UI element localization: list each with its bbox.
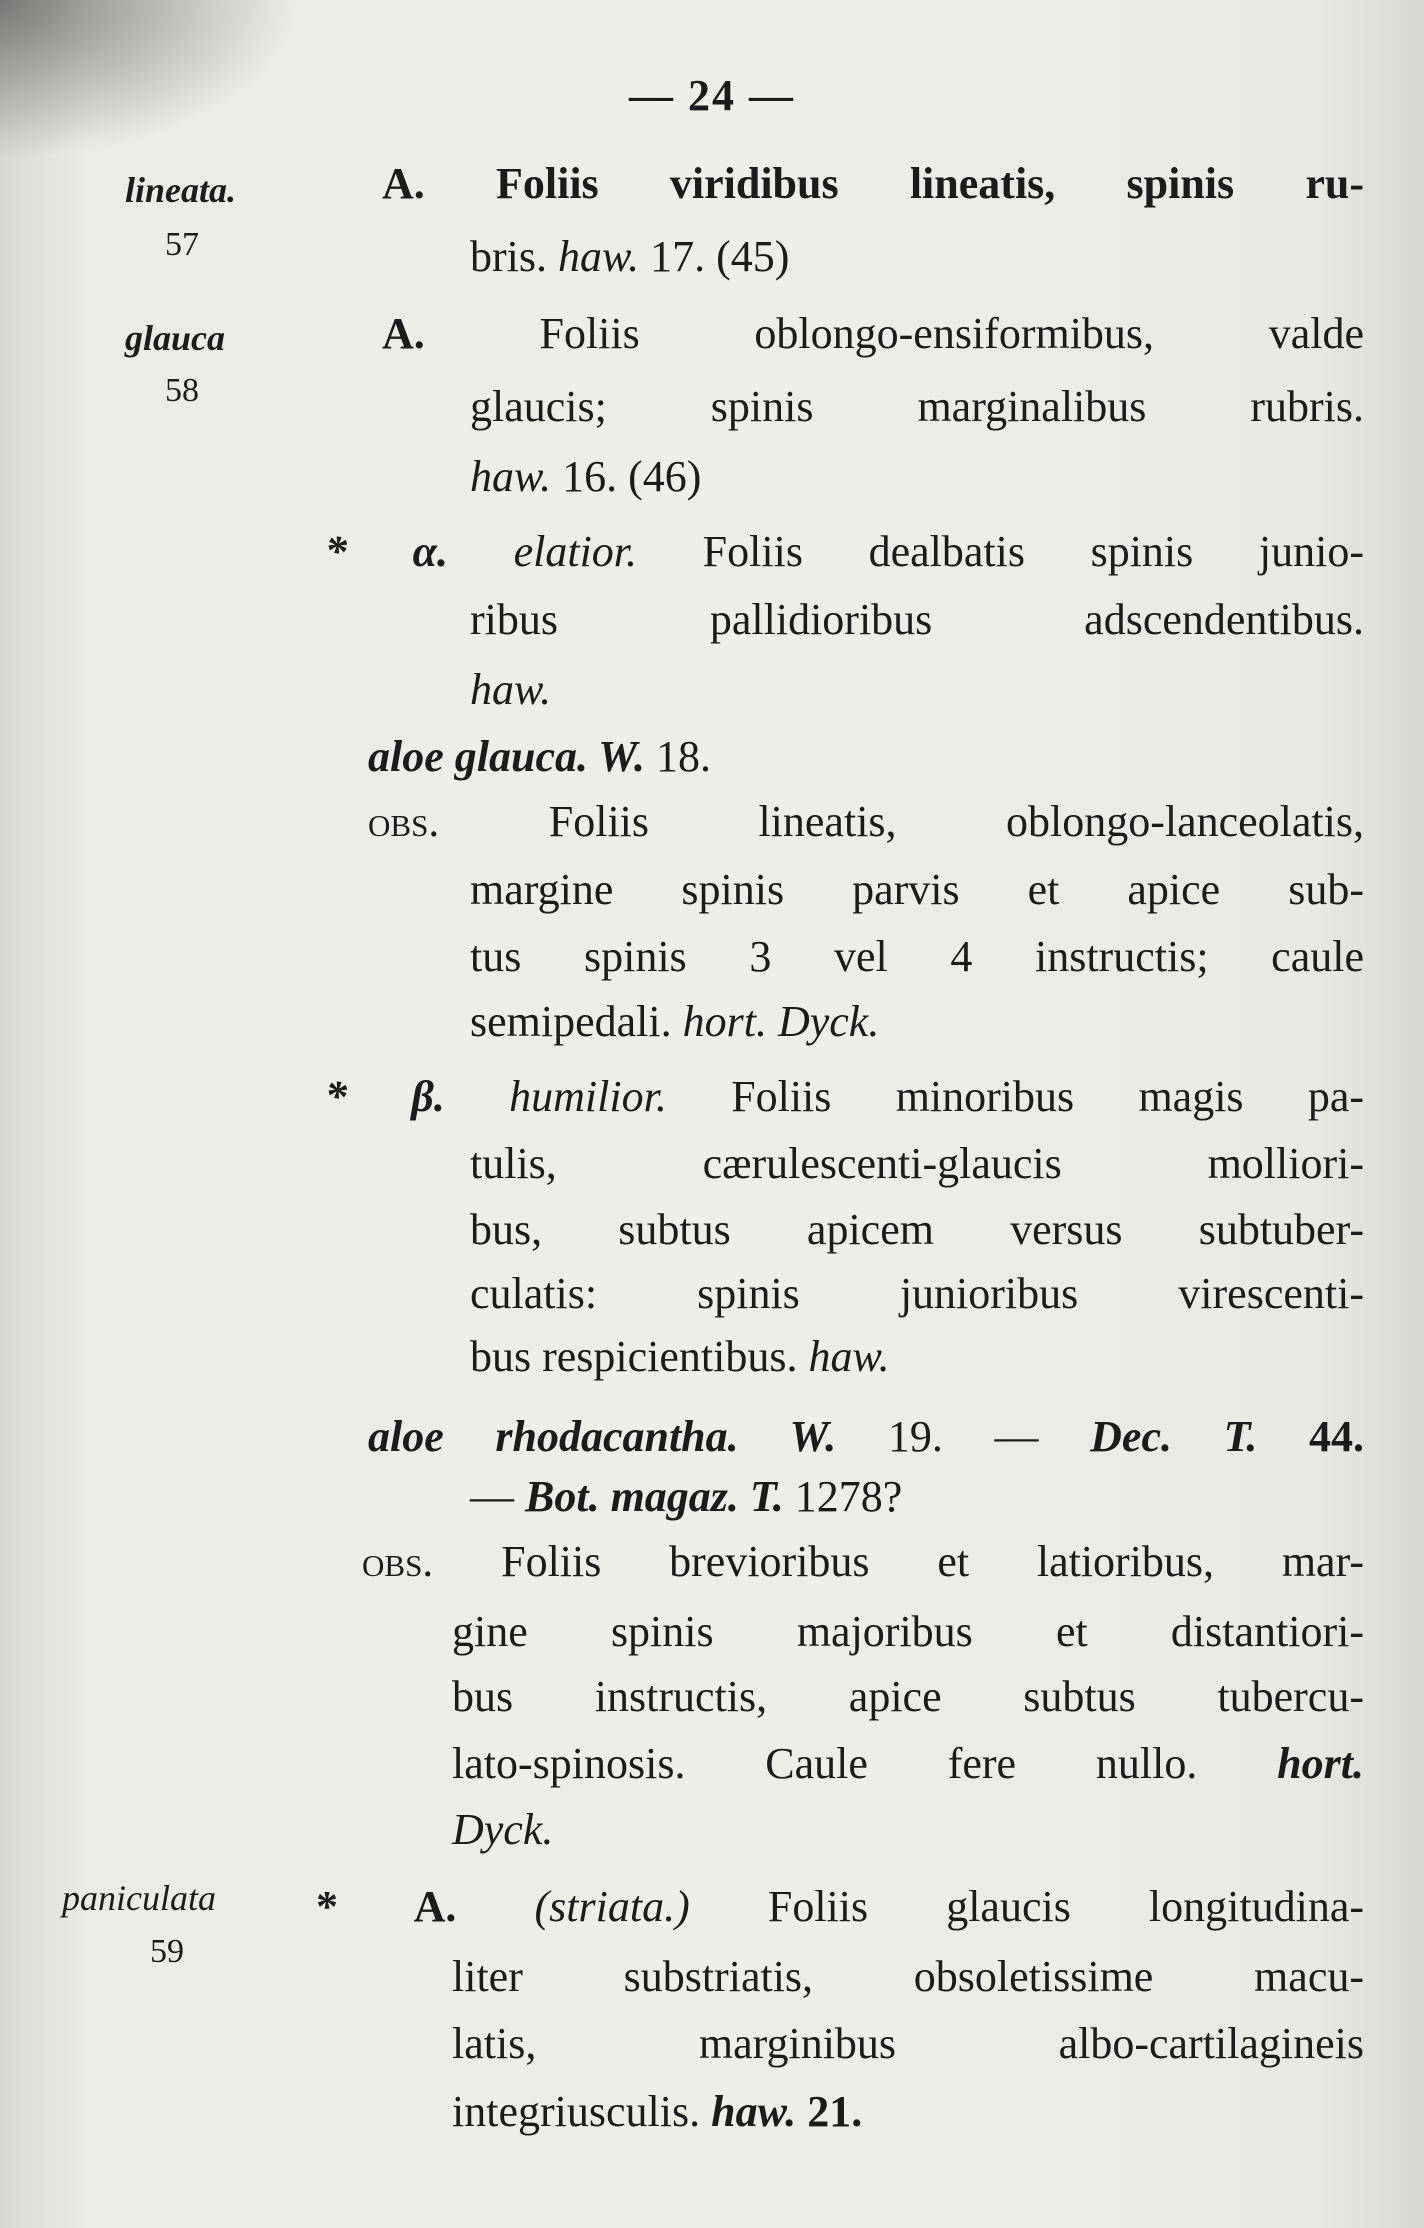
- margin-species-glauca: glauca: [125, 318, 226, 358]
- line-text: Foliis viridibus lineatis, spinis ru-: [496, 159, 1365, 208]
- author-ref: Dec. T.: [1090, 1412, 1258, 1461]
- line-text: latis, marginibus albo-cartilagineis: [452, 2019, 1364, 2068]
- text-line: [470, 932, 1364, 981]
- line-text: —: [470, 1472, 514, 1521]
- author-ref: haw.: [470, 452, 552, 501]
- synonym: aloe glauca. W.: [368, 732, 646, 781]
- line-text: Foliis lineatis, oblongo-lanceolatis,: [548, 797, 1364, 846]
- line-text: tulis, cærulescenti-glaucis molliori-: [470, 1139, 1364, 1188]
- text-line: [470, 1269, 1364, 1318]
- synonym: aloe rhodacantha. W.: [368, 1412, 837, 1461]
- text-line: [368, 732, 712, 781]
- line-text: culatis: spinis junioribus virescenti-: [470, 1269, 1364, 1318]
- margin-number-58: 58: [165, 372, 199, 409]
- text-line: [470, 1332, 890, 1381]
- ref-number: 18.: [656, 732, 712, 781]
- section-letter: A.: [382, 159, 425, 208]
- author-ref: haw.: [711, 2087, 797, 2136]
- margin-species-paniculata: paniculata: [62, 1878, 216, 1918]
- text-line: [382, 159, 1365, 208]
- margin-species-lineata: lineata.: [125, 170, 237, 210]
- margin-number-57: 57: [165, 226, 199, 263]
- line-text: Foliis dealbatis spinis junio-: [702, 527, 1364, 576]
- text-line: [452, 1952, 1364, 2001]
- line-text: Foliis glaucis longitudina-: [767, 1882, 1365, 1931]
- text-line: [470, 665, 552, 714]
- section-letter: A.: [382, 309, 425, 358]
- variety-name: humilior.: [509, 1072, 667, 1121]
- author-ref: hort.: [1277, 1739, 1364, 1788]
- variety-name: elatior.: [513, 527, 638, 576]
- text-line: [316, 1882, 1365, 1931]
- text-line: [325, 1072, 1365, 1121]
- line-text: tus spinis 3 vel 4 instructis; caule: [470, 932, 1364, 981]
- page-number: — 24 —: [629, 71, 795, 120]
- ref-number: 17. (45): [650, 232, 790, 281]
- line-text: gine spinis majoribus et distantiori-: [452, 1607, 1364, 1656]
- line-text: margine spinis parvis et apice sub-: [470, 865, 1364, 914]
- author-ref: Dyck.: [452, 1805, 554, 1854]
- author-ref: hort. Dyck.: [682, 997, 880, 1046]
- text-line: [452, 1672, 1364, 1721]
- text-line: [470, 595, 1364, 644]
- line-text: Foliis minoribus magis pa-: [731, 1072, 1365, 1121]
- author-ref: haw.: [470, 665, 552, 714]
- author-ref: haw.: [558, 232, 640, 281]
- text-line: [382, 309, 1365, 358]
- text-line: [470, 1472, 903, 1521]
- text-line: [452, 1607, 1364, 1656]
- author-ref: Bot. magaz. T.: [525, 1472, 784, 1521]
- line-text: ribus pallidioribus adscendentibus.: [470, 595, 1364, 644]
- line-text: bus respicientibus.: [470, 1332, 798, 1381]
- text-line: [452, 1805, 554, 1854]
- text-line: [470, 1205, 1364, 1254]
- line-text: Foliis oblongo-ensiformibus, valde: [539, 309, 1365, 358]
- text-line: [368, 797, 1364, 846]
- text-line: [470, 232, 790, 281]
- obs-label: obs.: [362, 1537, 434, 1586]
- text-line: [470, 865, 1364, 914]
- text-line: [362, 1537, 1365, 1586]
- line-text: bris.: [470, 232, 547, 281]
- text-line: [452, 2019, 1364, 2068]
- text-line: [452, 1739, 1364, 1788]
- line-text: lato-spinosis. Caule fere nullo.: [452, 1739, 1198, 1788]
- line-text: bus, subtus apicem versus subtuber-: [470, 1205, 1364, 1254]
- text-line: [470, 997, 880, 1046]
- text-line: [368, 1412, 1365, 1461]
- author-ref: haw.: [808, 1332, 890, 1381]
- text-line: [452, 2087, 863, 2136]
- margin-number-59: 59: [150, 1933, 184, 1970]
- ref-number: 21.: [807, 2087, 863, 2136]
- section-letter: * A.: [316, 1882, 457, 1931]
- text-line: [470, 1139, 1364, 1188]
- text-line: [470, 382, 1364, 431]
- ref-number: 19. —: [887, 1412, 1039, 1461]
- line-text: liter substriatis, obsoletissime macu-: [452, 1952, 1364, 2001]
- ref-number: 44.: [1309, 1412, 1365, 1461]
- text-line: [470, 452, 702, 501]
- text-line: [325, 527, 1364, 576]
- line-text: glaucis; spinis marginalibus rubris.: [470, 382, 1364, 431]
- ref-number: 16. (46): [562, 452, 702, 501]
- obs-label: obs.: [368, 797, 440, 846]
- ref-number: 1278?: [794, 1472, 903, 1521]
- variety-marker: * β.: [325, 1072, 445, 1121]
- variety-name: (striata.): [534, 1882, 690, 1931]
- line-text: Foliis brevioribus et latioribus, mar-: [501, 1537, 1365, 1586]
- line-text: integriusculis.: [452, 2087, 701, 2136]
- line-text: bus instructis, apice subtus tubercu-: [452, 1672, 1364, 1721]
- line-text: semipedali.: [470, 997, 672, 1046]
- variety-marker: * α.: [325, 527, 448, 576]
